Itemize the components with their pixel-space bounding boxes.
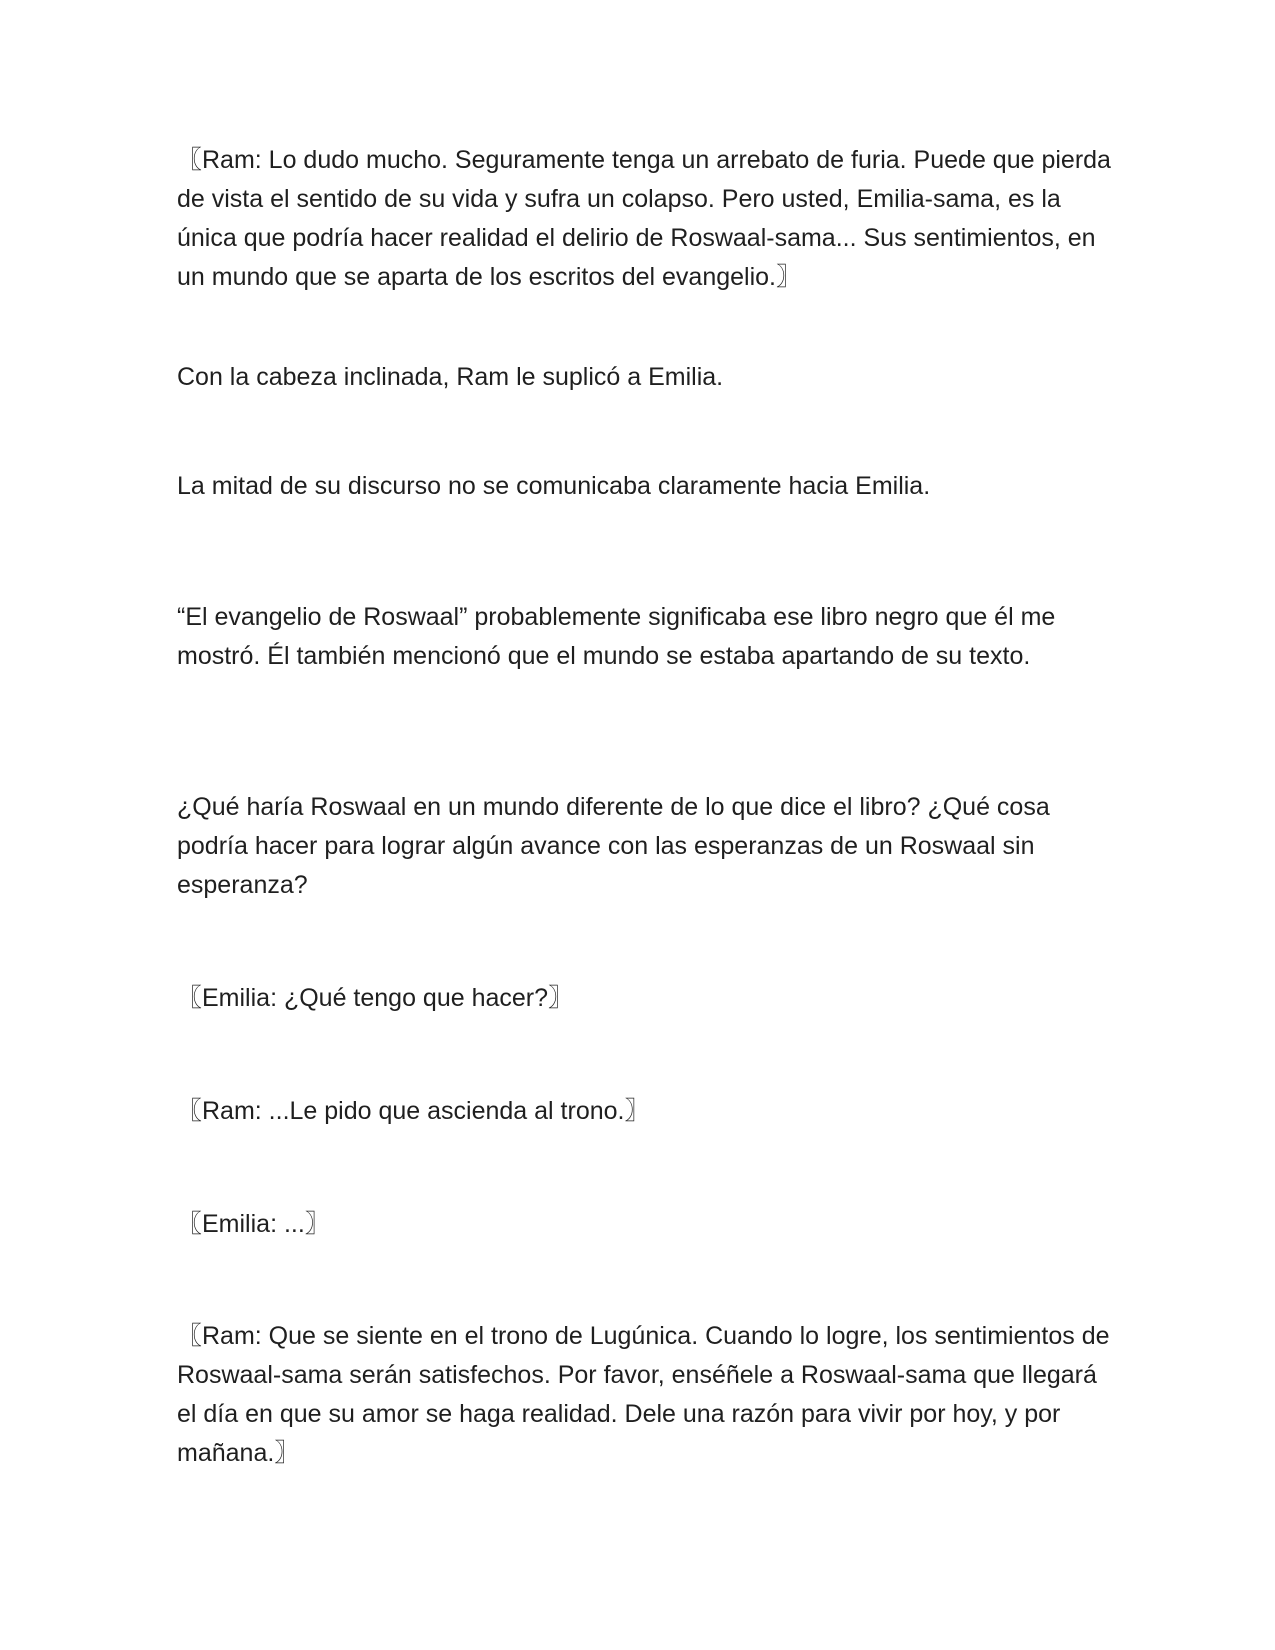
- paragraph-emilia-dialogue-1: 〖Emilia: ¿Qué tengo que hacer?〗: [177, 984, 574, 1012]
- paragraph-ram-dialogue-1: 〖Ram: Lo dudo mucho. Seguramente tenga un arrebato de furia. Puede que pierda de vista el sentido de su vida y sufra un colapso. Pero usted, Emilia-sama, es la única que podría hacer realidad el delirio de Roswaal-sama... Sus sentimientos, en un mundo que se aparta de los escritos del evangelio.〗: [177, 146, 1111, 291]
- paragraph-ram-dialogue-3: 〖Ram: Que se siente en el trono de Lugúnica. Cuando lo logre, los sentimientos de Roswaal-sama serán satisfechos. Por favor, enséñele a Roswaal-sama que llegará el día en que su amor se haga realidad. Dele una razón para vivir por hoy, y por mañana.〗: [177, 1322, 1110, 1467]
- paragraph-narration-4: ¿Qué haría Roswaal en un mundo diferente de lo que dice el libro? ¿Qué cosa podría hacer para lograr algún avance con las esperanzas de un Roswaal sin esperanza?: [177, 793, 1050, 899]
- paragraph-narration-3: “El evangelio de Roswaal” probablemente significaba ese libro negro que él me mostró. Él también mencionó que el mundo se estaba apartando de su texto.: [177, 603, 1056, 670]
- paragraph-emilia-dialogue-2: 〖Emilia: ...〗: [177, 1210, 330, 1238]
- paragraph-narration-2: La mitad de su discurso no se comunicaba claramente hacia Emilia.: [177, 472, 931, 500]
- paragraph-narration-1: Con la cabeza inclinada, Ram le suplicó a Emilia.: [177, 363, 724, 391]
- paragraph-ram-dialogue-2: 〖Ram: ...Le pido que ascienda al trono.〗: [177, 1097, 650, 1125]
